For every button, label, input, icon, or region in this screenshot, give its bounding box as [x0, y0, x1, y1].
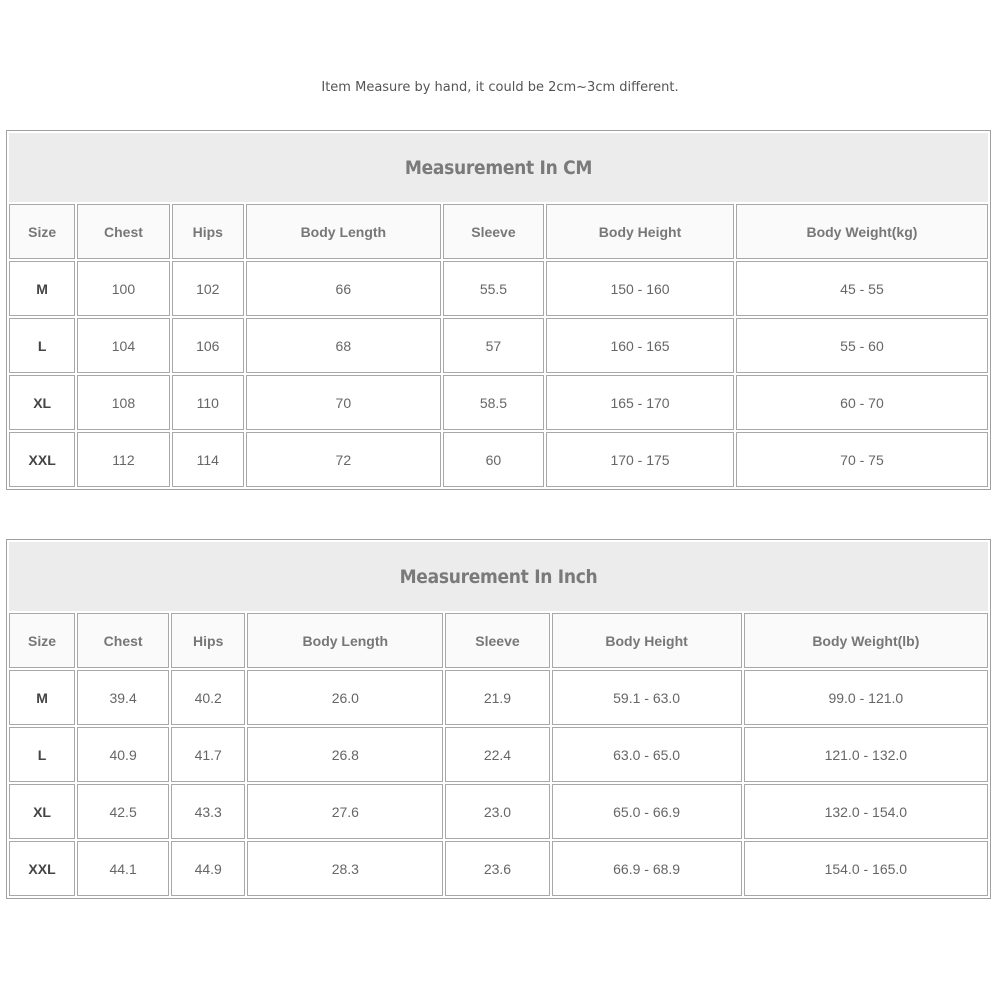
column-header: Body Height: [546, 204, 734, 259]
table-header-row: [9, 204, 988, 259]
hips-cell: 110: [172, 375, 244, 430]
table-row: [9, 261, 988, 316]
body-height-cell: 59.1 - 63.0: [552, 670, 742, 725]
sleeve-cell: 22.4: [445, 727, 549, 782]
body-length-cell: 27.6: [247, 784, 443, 839]
body-weight-cell: 154.0 - 165.0: [744, 841, 988, 896]
size-cell: L: [9, 727, 75, 782]
body-weight-cell: 132.0 - 154.0: [744, 784, 988, 839]
size-cell: M: [9, 670, 75, 725]
body-length-cell: 26.0: [247, 670, 443, 725]
body-height-cell: 165 - 170: [546, 375, 734, 430]
sleeve-cell: 21.9: [445, 670, 549, 725]
body-length-cell: 28.3: [247, 841, 443, 896]
hips-cell: 114: [172, 432, 244, 487]
chest-cell: 100: [77, 261, 169, 316]
hips-cell: 102: [172, 261, 244, 316]
hips-cell: 106: [172, 318, 244, 373]
body-length-cell: 70: [246, 375, 441, 430]
table-header-row: [9, 613, 988, 668]
chest-cell: 104: [77, 318, 169, 373]
measurement-note: Item Measure by hand, it could be 2cm~3cm different.: [321, 80, 679, 95]
size-cell: M: [9, 261, 75, 316]
chest-cell: 44.1: [77, 841, 169, 896]
body-weight-cell: 99.0 - 121.0: [744, 670, 988, 725]
body-height-cell: 160 - 165: [546, 318, 734, 373]
sleeve-cell: 57: [443, 318, 544, 373]
body-height-cell: 65.0 - 66.9: [552, 784, 742, 839]
column-header: Body Weight(kg): [736, 204, 988, 259]
column-header: Hips: [172, 204, 244, 259]
table-row: [9, 841, 988, 896]
column-header: Sleeve: [443, 204, 544, 259]
column-header: Sleeve: [445, 613, 549, 668]
size-cell: XXL: [9, 841, 75, 896]
table-row: [9, 670, 988, 725]
size-cell: XL: [9, 375, 75, 430]
column-header: Hips: [171, 613, 245, 668]
hips-cell: 44.9: [171, 841, 245, 896]
body-height-cell: 66.9 - 68.9: [552, 841, 742, 896]
body-weight-cell: 55 - 60: [736, 318, 988, 373]
sleeve-cell: 55.5: [443, 261, 544, 316]
hips-cell: 40.2: [171, 670, 245, 725]
size-cell: L: [9, 318, 75, 373]
body-length-cell: 68: [246, 318, 441, 373]
body-height-cell: 150 - 160: [546, 261, 734, 316]
column-header: Body Length: [246, 204, 441, 259]
column-header: Chest: [77, 613, 169, 668]
sleeve-cell: 23.0: [445, 784, 549, 839]
column-header: Chest: [77, 204, 169, 259]
body-weight-cell: 60 - 70: [736, 375, 988, 430]
chest-cell: 39.4: [77, 670, 169, 725]
table-row: [9, 727, 988, 782]
table-row: [9, 375, 988, 430]
column-header: Body Height: [552, 613, 742, 668]
chest-cell: 40.9: [77, 727, 169, 782]
column-header: Body Weight(lb): [744, 613, 988, 668]
body-length-cell: 26.8: [247, 727, 443, 782]
hips-cell: 43.3: [171, 784, 245, 839]
chest-cell: 42.5: [77, 784, 169, 839]
body-weight-cell: 45 - 55: [736, 261, 988, 316]
sleeve-cell: 60: [443, 432, 544, 487]
body-height-cell: 170 - 175: [546, 432, 734, 487]
chest-cell: 112: [77, 432, 169, 487]
size-cell: XXL: [9, 432, 75, 487]
measurement-table-cm: [6, 130, 991, 490]
body-weight-cell: 70 - 75: [736, 432, 988, 487]
chest-cell: 108: [77, 375, 169, 430]
body-length-cell: 72: [246, 432, 441, 487]
column-header: Body Length: [247, 613, 443, 668]
measurement-table-inch: [6, 539, 991, 899]
hips-cell: 41.7: [171, 727, 245, 782]
body-height-cell: 63.0 - 65.0: [552, 727, 742, 782]
size-cell: XL: [9, 784, 75, 839]
table-title: Measurement In Inch: [9, 542, 988, 611]
sleeve-cell: 58.5: [443, 375, 544, 430]
sleeve-cell: 23.6: [445, 841, 549, 896]
body-weight-cell: 121.0 - 132.0: [744, 727, 988, 782]
table-row: [9, 318, 988, 373]
column-header: Size: [9, 204, 75, 259]
table-row: [9, 432, 988, 487]
column-header: Size: [9, 613, 75, 668]
table-row: [9, 784, 988, 839]
table-title: Measurement In CM: [9, 133, 988, 202]
body-length-cell: 66: [246, 261, 441, 316]
